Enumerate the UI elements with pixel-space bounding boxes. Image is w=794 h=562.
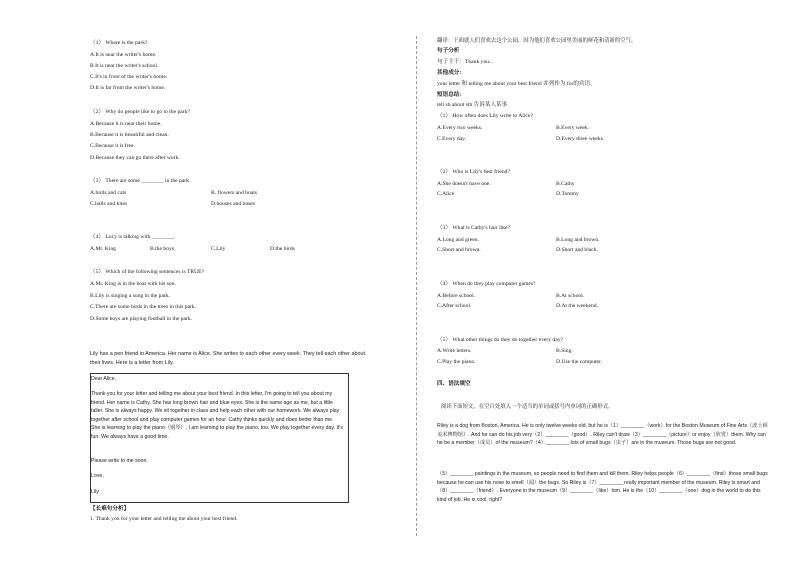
letter-love: Love, <box>91 473 104 479</box>
option-d: D.the birds <box>270 246 295 252</box>
option-d: D.Some boys are playing football in the park. <box>90 316 193 322</box>
cloze-passage-part2: （5）________ paintings in the museum, so people need to find them and kill them. Riley helps people（6）________（find）those small bugs because he can use his nose to smell（闻）the bugs. So Riley is（7）________ really important member of the museum. Riley is smart and（8）________（friend）. Everyone in the museum（9）________（like）him. He is the（10）________（one）dog in the world to do this kind of job. He is cool, right? <box>437 471 768 503</box>
letter-signature: Lily <box>91 489 99 495</box>
question-stem: （5） What other things do they do together every day? <box>437 337 563 343</box>
option-b: B.the boys <box>150 246 174 252</box>
option-a: A.Long and green. <box>437 237 479 243</box>
option-c: C.Play the piano. <box>437 359 476 365</box>
option-d: D.Tommy <box>556 191 579 197</box>
option-c: C.Short and brown. <box>437 247 481 253</box>
option-c: C.There are some birds in the trees in this park. <box>90 304 197 310</box>
translation: 翻译：下面就人们喜欢去这个公园，因为他们喜欢公园里美丽的鲜花和清新的空气。 <box>437 38 637 44</box>
option-a: A.Mr. King <box>90 246 116 252</box>
sentence-trunk: 句子主干：Thank you... <box>437 59 494 65</box>
option-c: C.Alice <box>437 191 455 197</box>
option-a: A.birds and cats <box>90 190 127 196</box>
option-d: D.houses and buses <box>211 201 255 207</box>
question-stem: （1） Where is the park? <box>90 40 148 46</box>
option-a: A.Because it is near their home. <box>90 121 162 127</box>
option-b: B. flowers and boats <box>211 190 257 196</box>
option-a: A.Mr. King is in the boat with his son. <box>90 281 176 287</box>
option-d: D.It is far from the writer's home. <box>90 85 166 91</box>
analysis-sentence: 1. Thank you for your letter and telling me about your best friend. <box>90 516 238 522</box>
option-a: A.It is near the writer's home. <box>90 52 157 58</box>
option-b: B.It is near the writer's school. <box>90 63 159 69</box>
option-b: B.Long and brown. <box>556 237 600 243</box>
option-c: C.Lily <box>211 246 226 252</box>
passage-intro-cont: their lives. Here is a letter from Lily. <box>90 360 174 366</box>
option-b: B.At school. <box>556 293 585 299</box>
question-stem: （4） Lucy is talking with ________. <box>90 234 176 240</box>
question-stem: （5） Which of the following sentences is TRUE? <box>90 269 205 275</box>
column-divider <box>416 36 417 536</box>
other-text: your letter 和 telling me about your best friend 并列作为 for的宾语。 <box>437 81 596 87</box>
question-stem: （3） What is Cathy's hair like? <box>437 225 510 231</box>
phrase-text: tell sb about sth 告诉某人某事 <box>437 102 508 108</box>
instruction: 阅读下面短文，在空白处填入一个适当的单词或括号内单词的正确形式。 <box>441 404 614 410</box>
option-a: A.Every two weeks. <box>437 125 483 131</box>
section-title: 四、语法填空 <box>437 381 471 387</box>
question-stem: （2） Why do people like to go to the park? <box>90 109 190 115</box>
option-a: A.Write letters. <box>437 348 472 354</box>
analysis-heading: 【长难句分析】 <box>90 506 130 512</box>
option-c: C.After school. <box>437 303 472 309</box>
option-d: D.Because they can go there after work. <box>90 155 180 161</box>
analysis-label: 句子分析 <box>437 48 460 54</box>
option-c: C.It's in front of the writer's home. <box>90 74 168 80</box>
option-c: C.Every day. <box>437 136 466 142</box>
option-d: D.Short and black. <box>556 247 598 253</box>
option-a: A.Before school. <box>437 293 476 299</box>
question-stem: （1） How often does Lily write to Alice? <box>437 113 533 119</box>
other-label: 其他成分： <box>437 70 465 76</box>
option-c: C.balls and kites <box>90 201 128 207</box>
option-d: D.At the weekend. <box>556 303 598 309</box>
question-stem: （3） There are some ________ in the park. <box>90 178 191 184</box>
passage-intro: Lily has a pen friend in America. Her name is Alice. She writes to each other every week. They tell each other about <box>90 351 365 357</box>
option-b: B.Every week. <box>556 125 590 131</box>
option-c: C.Because it is free. <box>90 143 135 149</box>
phrase-label: 短语总结： <box>437 92 465 98</box>
letter-closing: Please write to me soon. <box>91 458 148 464</box>
question-stem: （4） When do they play computer games? <box>437 281 536 287</box>
letter-body: Thank you for your letter and telling me about your best friend. In this letter, I'm going to tell you about my friend. Her name is Cathy. She has long brown hair and blue eyes. She is the same age as me, but a little taller. She is always happy. We sit together in class and help each other with our homework. We always play together after school and play computer games for an hour. Cathy thinks quickly and does better than me. She is learning to play the piano（钢琴）. I am learning to play the piano, too. We play together every day. It's fun. We always have a good time. <box>91 391 343 440</box>
letter-greeting: Dear Alice, <box>91 376 117 382</box>
letter-box <box>90 373 349 503</box>
question-stem: （2） Who is Lily's best friend? <box>437 169 510 175</box>
option-d: D.Use the computer. <box>556 359 602 365</box>
option-b: B.Cathy <box>556 181 575 187</box>
cloze-passage-part1: Riley is a dog from Boston, America. He is only twelve weeks old, but he is（1）________（work）for the Boston Museum of Fine Arts（波士顿美术博物馆）. And he can do his job very（2）________（good）. Riley can't draw（3）________（picture）or enjoy（欣赏）them. Why can he be a member（成员）of the museum?（4）________ lots of small bugs（虫子）are in the museum. Those bugs are not good. <box>437 423 768 447</box>
option-b: B.Lily is singing a song in the park. <box>90 293 171 299</box>
option-b: B.Sing. <box>556 348 573 354</box>
option-d: D.Every three weeks. <box>556 136 605 142</box>
option-a: A.She doesn't have one. <box>437 181 491 187</box>
option-b: B.Because it is beautiful and clean. <box>90 132 169 138</box>
